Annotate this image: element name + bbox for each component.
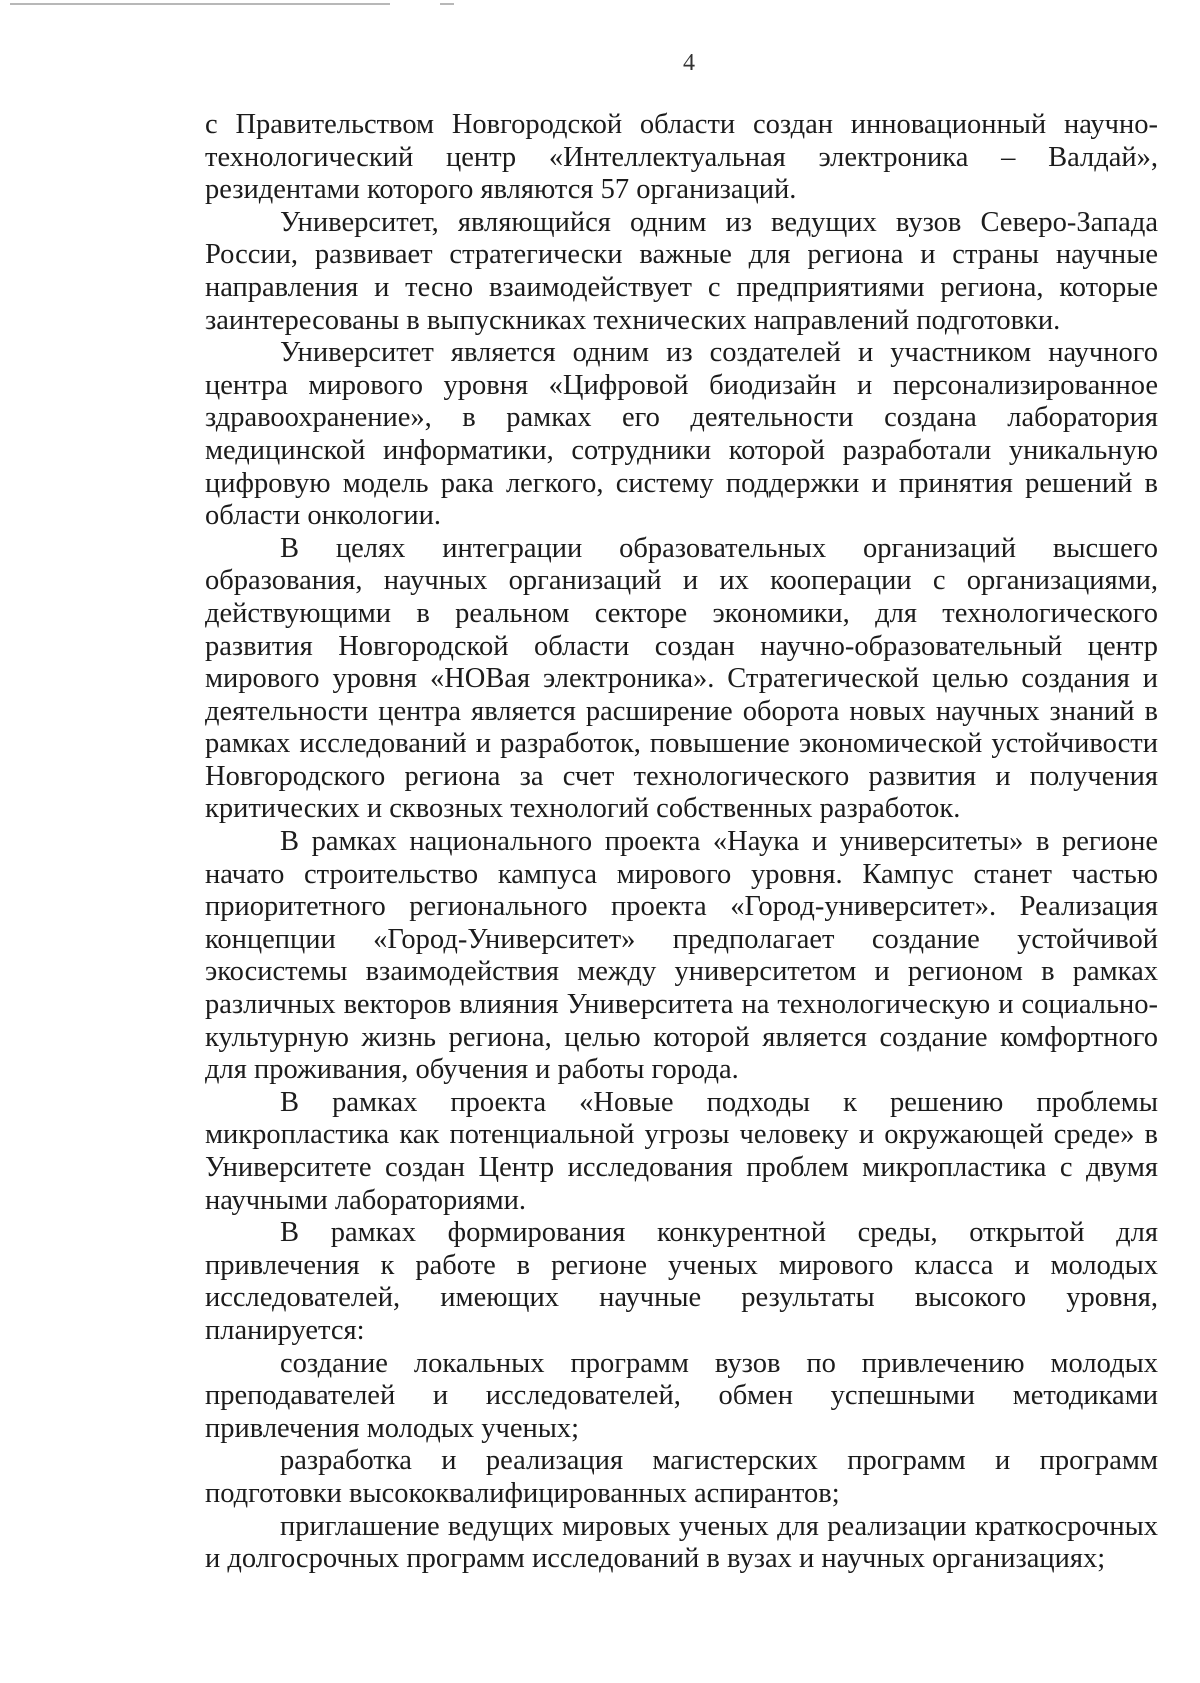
document-body [205,109,1158,1576]
list-item-paragraph: приглашение ведущих мировых ученых для реализации краткосрочных и долгосрочных программ исследований в вузах и научных организациях; [205,1510,1158,1575]
list-item-paragraph: создание локальных программ вузов по привлечению молодых преподавателей и исследователей, обмен успешными методиками привлечения молодых ученых; [205,1347,1158,1444]
paragraph: В рамках формирования конкурентной среды, открытой для привлечения к работе в регионе ученых мирового класса и молодых исследователей, имеющих научные результаты высокого уровня, планируется: [205,1217,1158,1346]
paragraph: В рамках проекта «Новые подходы к решению проблемы микропластика как потенциальной угрозы человеку и окружающей среде» в Университете создан Центр исследования проблем микропластика с двумя научными лабораториями. [205,1086,1158,1216]
page-number: 4 [683,50,695,76]
list-item-paragraph: разработка и реализация магистерских программ и программ подготовки высококвалифицированных аспирантов; [205,1445,1158,1509]
paragraph: Университет является одним из создателей и участником научного центра мирового уровня «Цифровой биодизайн и персонализированное здравоохранение», в рамках его деятельности создана лаборатория медицинской информатики, сотрудники которой разработали уникальную цифровую модель рака легкого, систему поддержки и принятия решений в области онкологии. [205,337,1158,532]
paragraph: с Правительством Новгородской области создан инновационный научно-технологический центр «Интеллектуальная электроника – Валдай», резидентами которого являются 57 организаций. [205,109,1158,206]
paragraph: В целях интеграции образовательных организаций высшего образования, научных организаций и их кооперации с организациями, действующими в реальном секторе экономики, для технологического развития Новгородской области создан научно-образовательный центр мирового уровня «НОВая электроника». Стратегической целью создания и деятельности центра является расширение оборота новых научных знаний в рамках исследований и разработок, повышение экономической устойчивости Новгородского региона за счет технологического развития и получения критических и сквозных технологий собственных разработок. [205,532,1158,825]
scan-artifact-dash [440,3,454,5]
paragraph: В рамках национального проекта «Наука и университеты» в регионе начато строительство кампуса мирового уровня. Кампус станет частью приоритетного регионального проекта «Город-университет». Реализация концепции «Город-Университет» предполагает создание устойчивой экосистемы взаимодействия между университетом и регионом в рамках различных векторов влияния Университета на технологическую и социально-культурную жизнь региона, целью которой является создание комфортного для проживания, обучения и работы города. [205,826,1158,1086]
paragraph: Университет, являющийся одним из ведущих вузов Северо-Запада России, развивает стратегически важные для региона и страны научные направления и тесно взаимодействует с предприятиями региона, которые заинтересованы в выпускниках технических направлений подготовки. [205,206,1158,336]
scan-artifact-line [10,3,390,5]
